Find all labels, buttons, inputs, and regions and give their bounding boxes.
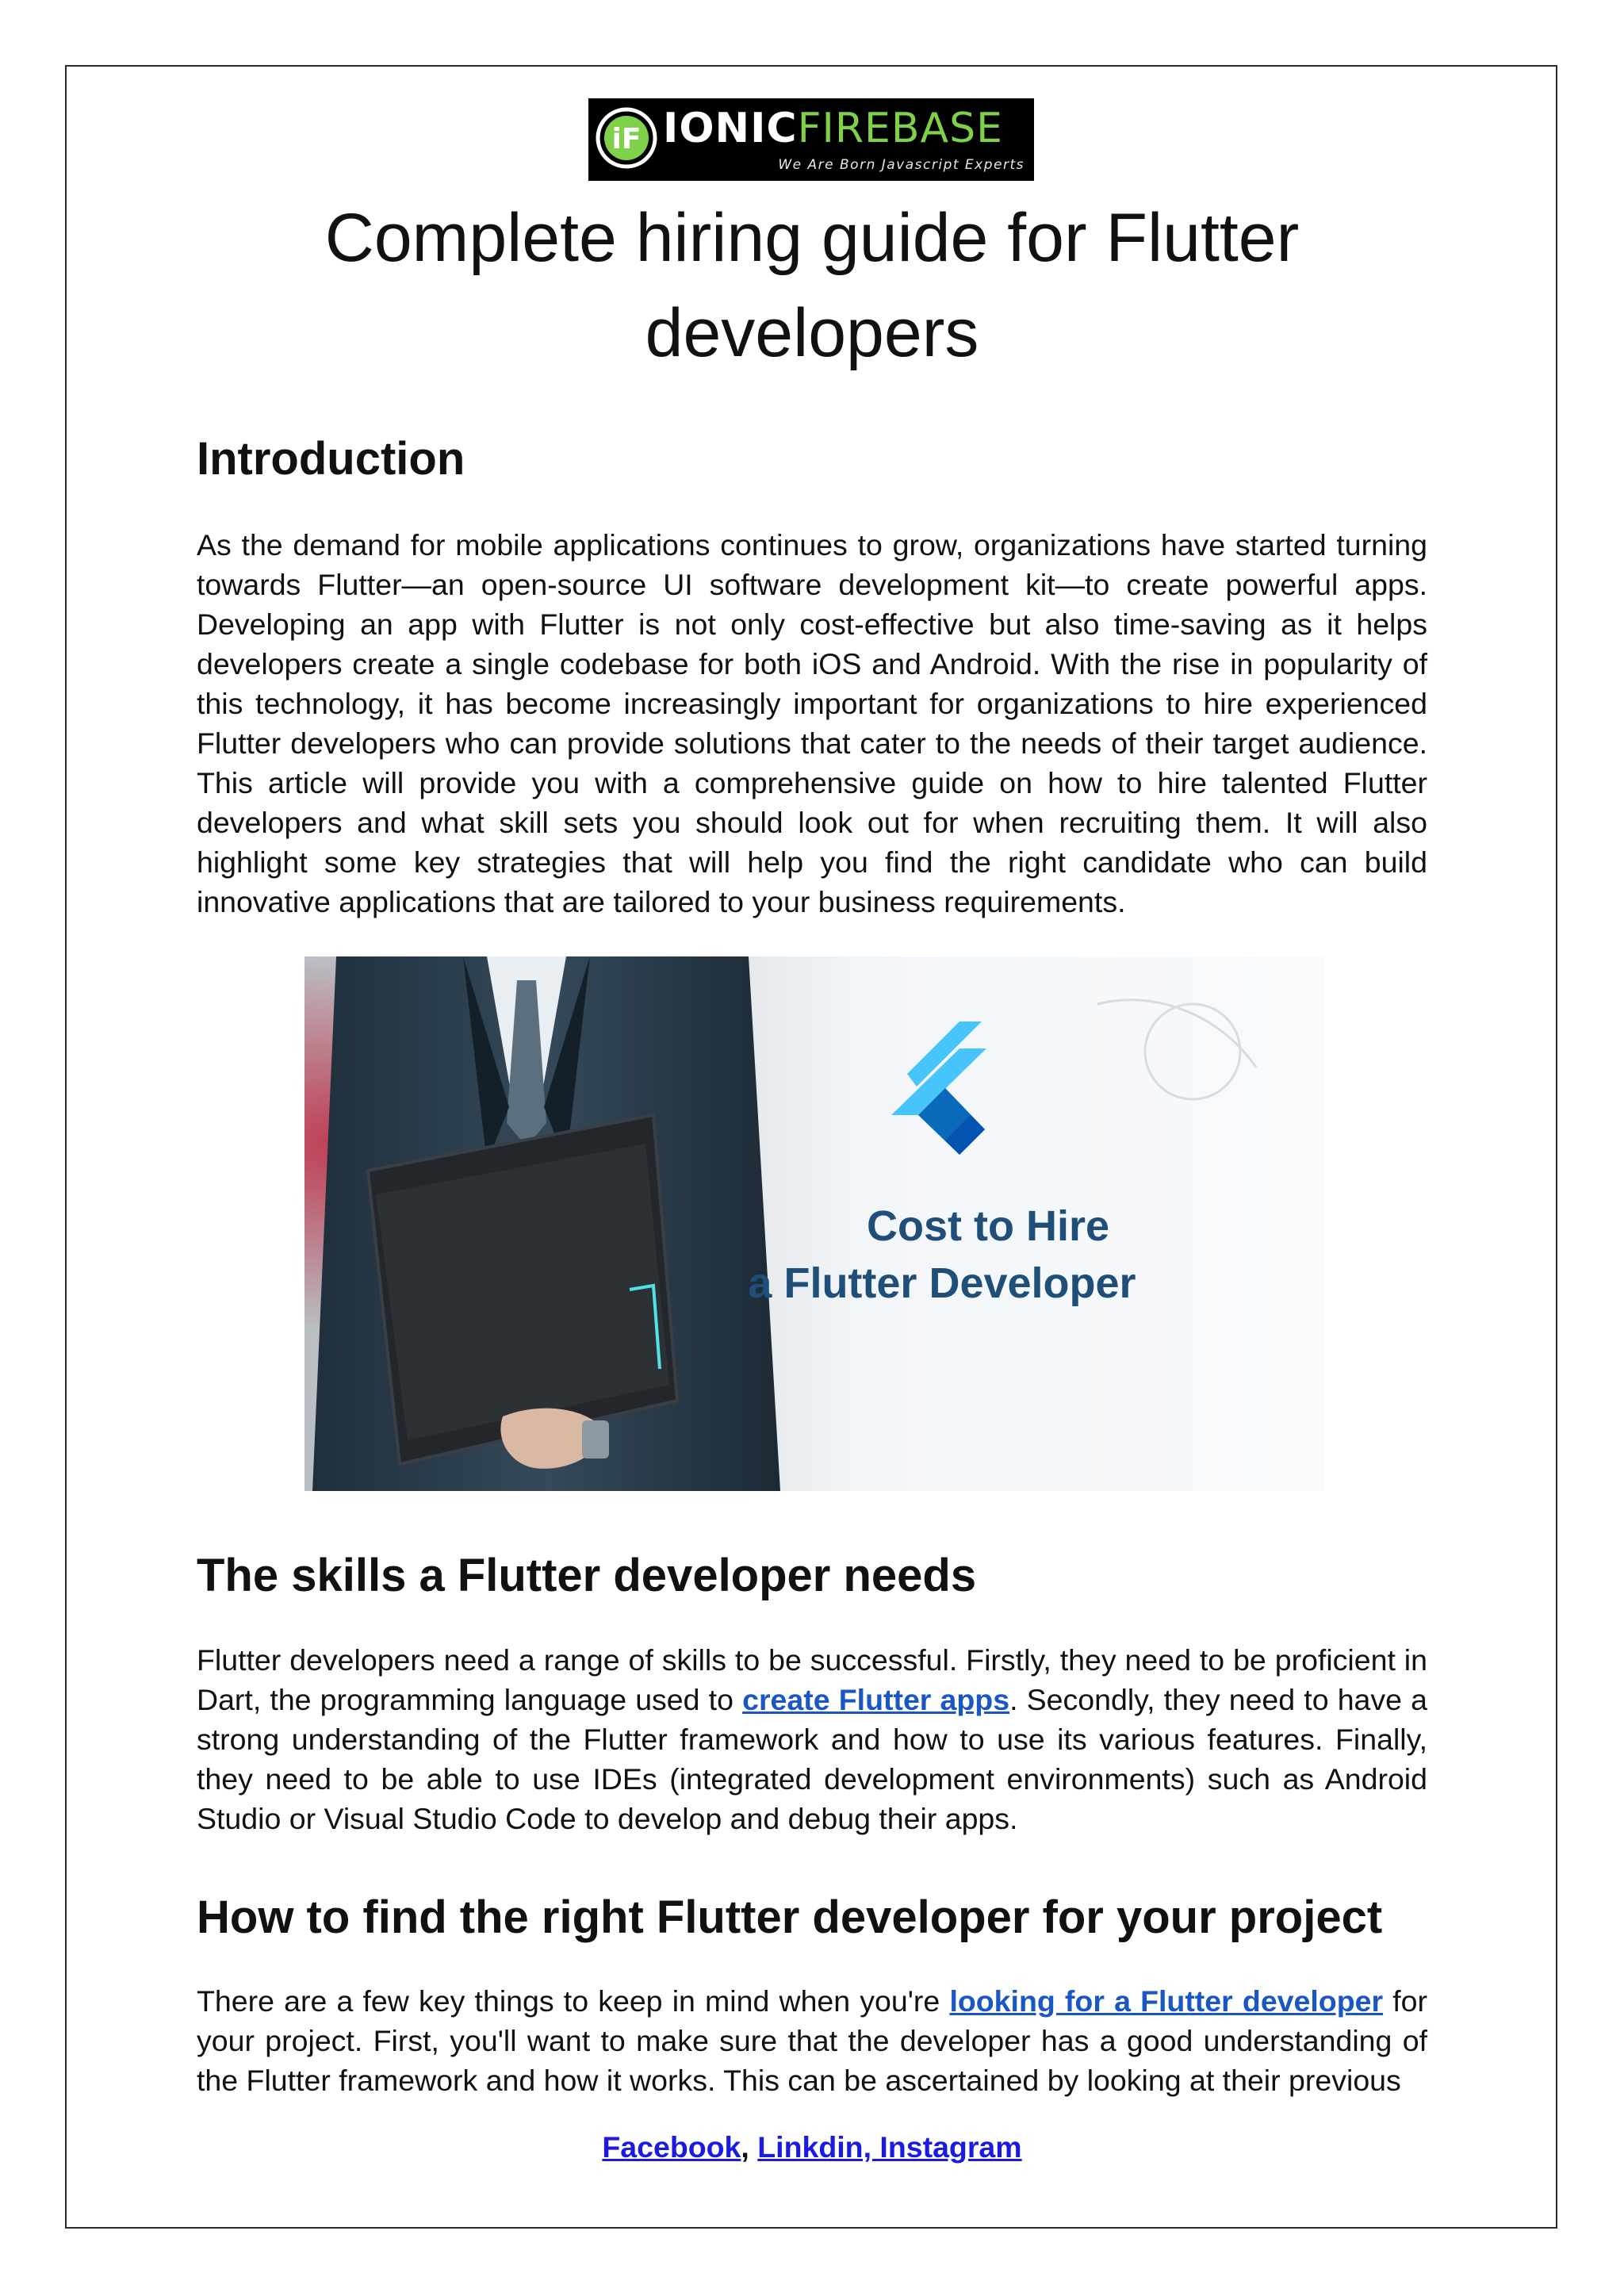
page-title: Complete hiring guide for Flutter developers (324, 200, 1300, 371)
find-paragraph: There are a few key things to keep in mind when you're looking for a Flutter developer for your project. First, you'll want to make sure that the developer has a good understanding of the Flutter framework and how it works. This can be ascertained by looking at their previous (197, 1984, 1428, 2097)
logo-tagline: We Are Born Javascript Experts (778, 157, 1025, 173)
skills-paragraph: Flutter developers need a range of skills to be successful. Firstly, they need to be proficient in Dart, the programming language used to create Flutter apps. Secondly, they need to have a strong understanding of the Flutter framework and how to use its various features. Finally, they need to be able to use IDEs (integrated development environments) such as Android Studio or Visual Studio Code to develop and debug their apps. (197, 1643, 1428, 1835)
create-flutter-apps-link[interactable]: create Flutter apps (742, 1683, 1010, 1716)
intro-paragraph: As the demand for mobile applications continues to grow, organizations have started turning towards Flutter—an open-source UI software development kit—to create powerful apps. Developing an app with Flutter is not only cost-effective but also time-saving as it helps developers create a single codebase for both iOS and Android. With the rise in popularity of this technology, it has become increasingly important for organizations to hire experienced Flutter developers who can provide solutions that cater to the needs of their target audience. This article will provide you with a comprehensive guide on how to hire talented Flutter developers and what skill sets you should look out for when recruiting them. It will also highlight some key strategies that will help you find the right candidate who can build innovative applications that are tailored to your business requirements. (197, 528, 1427, 918)
ionicfirebase-logo (588, 98, 1034, 181)
hero-line-2: a Flutter Developer (748, 1259, 1136, 1307)
hero-image (304, 956, 1324, 1491)
intro-heading: Introduction (197, 433, 465, 485)
linkedin-instagram-link[interactable]: Linkdin, Instagram (757, 2130, 1022, 2164)
svg-text:iF: iF (611, 123, 642, 155)
logo-wordmark: IONICFIREBASE (663, 105, 1003, 152)
looking-for-flutter-developer-link[interactable]: looking for a Flutter developer (949, 1984, 1384, 2018)
hero-line-1: Cost to Hire (866, 1202, 1110, 1250)
social-links-footer (0, 2127, 1624, 2167)
find-heading: How to find the right Flutter developer for your project (197, 1892, 1383, 1943)
logo-mark-icon (595, 106, 658, 170)
facebook-link[interactable]: Facebook (602, 2130, 741, 2164)
hero-illustration (304, 956, 1324, 1491)
skills-heading: The skills a Flutter developer needs (197, 1550, 977, 1601)
footer-separator: , (741, 2130, 749, 2164)
